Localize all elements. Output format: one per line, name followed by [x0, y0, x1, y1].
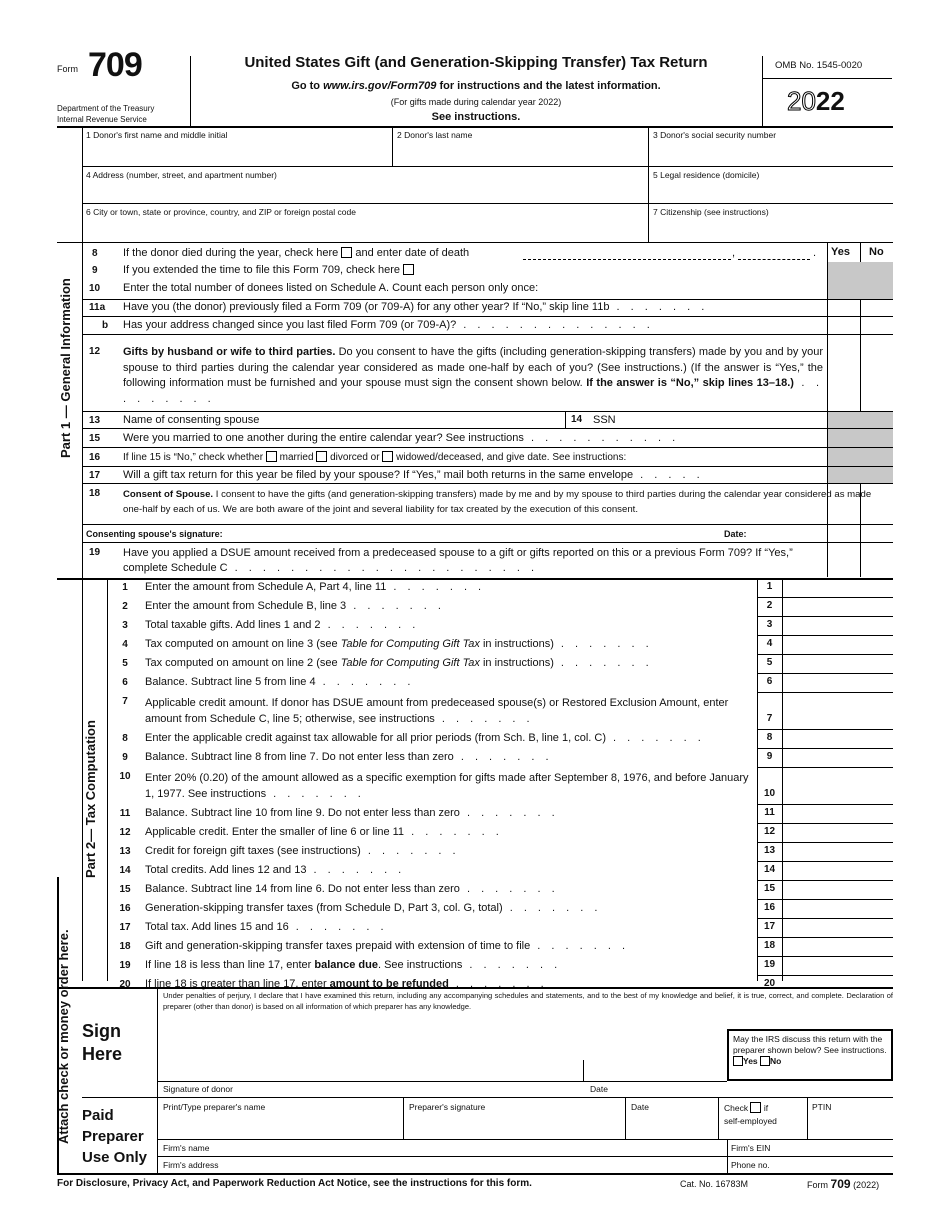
tax-line-text: Balance. Subtract line 14 from line 6. Do not enter less than zero . . . . . . .: [145, 883, 559, 895]
form-label: Form: [57, 64, 78, 74]
line11a-text: Have you (the donor) previously filed a Form 709 (or 709-A) for any other year? If “No,” skip line 11b . . . . . . .: [123, 301, 709, 313]
tax-line-text: Gift and generation-skipping transfer taxes prepaid with extension of time to file . . . . . . .: [145, 940, 630, 952]
tax-line-text: If line 18 is greater than line 17, enter amount to be refunded . . . . . . .: [145, 978, 548, 990]
widowed-checkbox[interactable]: [382, 451, 393, 462]
consent-date[interactable]: Date:: [724, 529, 747, 539]
tax-line-text: Tax computed on amount on line 2 (see Table for Computing Gift Tax in instructions) . . . . . . .: [145, 657, 653, 669]
firm-address-field[interactable]: Firm's address: [163, 1160, 219, 1170]
donor-signature-field[interactable]: Signature of donor: [163, 1084, 233, 1094]
tax-line-number: 6: [122, 677, 128, 688]
tax-line-number: 12: [119, 827, 131, 838]
goto-instructions: Go to www.irs.gov/Form709 for instructions and the latest information.: [291, 80, 661, 92]
catalog-number: Cat. No. 16783M: [680, 1179, 749, 1189]
tax-line-number: 4: [122, 639, 128, 650]
tax-line-text: Balance. Subtract line 8 from line 7. Do not enter less than zero . . . . . . .: [145, 751, 553, 763]
tax-line-number: 13: [119, 846, 131, 857]
tax-line-amount-field[interactable]: [783, 823, 893, 842]
tax-line-box-number: 6: [766, 676, 773, 687]
tax-line-text: Tax computed on amount on line 3 (see Table for Computing Gift Tax in instructions) . . . . . . .: [145, 638, 653, 650]
extended-checkbox[interactable]: [403, 264, 414, 275]
tax-line-box-number: 10: [763, 788, 776, 799]
tax-line-amount-field[interactable]: [783, 616, 893, 635]
donor-first-name-field[interactable]: 1 Donor's first name and middle initial: [86, 130, 228, 140]
ptin-field[interactable]: PTIN: [812, 1102, 832, 1112]
tax-line-amount-field[interactable]: [783, 861, 893, 880]
tax-line-text: If line 18 is less than line 17, enter balance due. See instructions . . . . . . .: [145, 959, 562, 971]
see-instructions: See instructions.: [431, 111, 521, 123]
form-title: United States Gift (and Generation-Skipping Transfer) Tax Return: [244, 54, 708, 71]
privacy-notice: For Disclosure, Privacy Act, and Paperwork Reduction Act Notice, see the instructions for this form.: [57, 1178, 532, 1189]
phone-field[interactable]: Phone no.: [731, 1160, 770, 1170]
tax-line-amount-field[interactable]: [783, 937, 893, 956]
line16-text: If line 15 is “No,” check whether married divorced or widowed/deceased, and give date. See instructions:: [123, 452, 627, 463]
irs-label: Internal Revenue Service: [57, 115, 147, 124]
consenting-spouse-signature[interactable]: Consenting spouse's signature:: [86, 529, 223, 539]
tax-line-text: Total credits. Add lines 12 and 13 . . . . . . .: [145, 864, 406, 876]
tax-line-number: 10: [119, 771, 131, 782]
tax-line-number: 2: [122, 601, 128, 612]
tax-line-box-number: 13: [763, 845, 776, 856]
tax-line-amount-field[interactable]: [783, 748, 893, 767]
tax-line-number: 3: [122, 620, 128, 631]
tax-line-box-number: 11: [764, 807, 775, 818]
tax-line-amount-field[interactable]: [783, 673, 893, 692]
died-checkbox[interactable]: [341, 247, 352, 258]
tax-line-box-number: 9: [766, 751, 773, 762]
legal-residence-field[interactable]: 5 Legal residence (domicile): [653, 170, 760, 180]
tax-line-box-number: 17: [763, 921, 776, 932]
form-709-page: Form 709 Department of the Treasury Internal Revenue Service United States Gift (and Generation-Skipping Transfer) Tax Return Go to www.irs.gov/Form709 for instructions and the latest information. (For gifts made during calendar year 2022) See instructions. OMB No. 1545-0020 2022 1 Donor's first name and middle initial 2 Donor's last name 3 Donor's social security number 4 Address (number, street, and apartment number) 5 Legal residence (domicile) 6 City or town, state or province, country, and ZIP or foreign postal code 7 Citizenship (see instructions) Part 1 — General Information Yes No 8 If the donor died during the year, check here and enter date of death , . 9 If you extended the time to file this Form 709, check here 10 Enter the total number of donees listed on Schedule A. Count each person only once: 11a Have you (the donor) previously filed a Form 709 (or 709-A) for any other year? If “No,” skip line 11b . . . . . . . b Has your address changed since you last filed Form 709 (or 709-A)? . . . . . . . . . . . . . . 12 Gifts by husband or wife to third parties. Do you consent to have the gifts (including generation-skipping transfers) made by you and by your spouse to third parties during the calendar year considered as made one-half by each of you? (See instructions.) (If the answer is “Yes,” the following information must be furnished and your spouse must sign the consent shown below. If the answer is “No,” skip lines 13–18.) . . . . . . . . . 13 Name of consenting spouse 14 SSN 15 Were you married to one another during the entire calendar year? See instructions . . . . . . . . . . . 16 If line 15 is “No,” check whether married divorced or widowed/deceased, and give date. See instructions: 17 Will a gift tax return for this year be filed by your spouse? If “Yes,” mail both returns in the same envelope . . . . . 18 Consent of Spouse. I consent to have the gifts (and generation-skipping transfers) made by me and by my spouse to third parties during the calendar year considered as made one-half by each of us. We are both aware of the joint and several liability for tax created by the execution of this consent. Consenting spouse's signature: Date: 19 Have you applied a DSUE amount received from a predeceased spouse to a gift or gifts reported on this or a previous Form 709? If “Yes,” complete Schedule C . . . . . . . . . . . . . . . . . . . . . . Part 2— Tax Computation 1 Enter the amount from Schedule A, Part 4, line 11 . . . . . . . 1 2 Enter the amount from Schedule B, line 3 . . . . . . . 2 3 Total taxable gifts. Add lines 1 and 2 . . . . . . . 3 4 Tax computed on amount on line 3 (see Table for Computing Gift Tax in instructions) . . . . . . . 4 5 Tax computed on amount on line 2 (see Table for Computing Gift Tax in instructions) . . . . . . . 5 6 Balance. Subtract line 5 from line 4 . . . . . . . 6 7 Applicable credit amount. If donor has DSUE amount from predeceased spouse(s) or Restored Exclusion Amount, enter amount from Schedule C, line 5; otherwise, see instructions . . . . . . . 7 8 Enter the applicable credit against tax allowable for all prior periods (from Sch. B, line 1, col. C) . . . . . . . 8 9 Balance. Subtract line 8 from line 7. Do not enter less than zero . . . . . . . 9 10 Enter 20% (0.20) of the amount allowed as a specific exemption for gifts made after September 8, 1976, and before January 1, 1977. See instructions . . . . . . . 10 11 Balance. Subtract line 10 from line 9. Do not enter less than zero . . . . . . . 11 12 Applicable credit. Enter the smaller of line 6 or line 11 . . . . . . . 12 13 Credit for foreign gift taxes (see instructions) . . . . . . . 13 14 Total credits. Add lines 12 and 13 . . . . . . . 14 15 Balance. Subtract line 14 from line 6. Do not enter less than zero . . . . . . . 15 16 Generation-skipping transfer taxes (from Schedule D, Part 3, col. G, total) . . . . . . . 16 17 Total tax. Add lines 15 and 16 . . . . . . . 17 18 Gift and generation-skipping transfer taxes prepaid with extension of time to file . . . . . . . 18 19 If line 18 is less than line 17, enter balance due. See instructions . . . . . . . 19 20 If line 18 is greater than line 17, enter amount to be refunded . . . . . . . 20 Attach check or money order here. Sign Here Under penalties of perjury, I declare that I have examined this return, including any accompanying schedules and statements, and to the best of my knowledge and belief, it is true, correct, and complete. Declaration of preparer (other than donor) is based on all information of which preparer has any knowledge. May the IRS discuss this return with the preparer shown below? See instructions. Yes No Signature of donor Date Paid Preparer Use Only Print/Type preparer's name Preparer's signature Date Check if self-employed PTIN Firm's name Firm's EIN Firm's address Phone no. For Disclosure, Privacy Act, and Paperwork Reduction Act Notice, see the instructions for this form. Cat. No. 16783M Form 709 (2022): [0, 0, 950, 1230]
calendar-note: (For gifts made during calendar year 2022): [390, 97, 562, 107]
line8-text: If the donor died during the year, check here and enter date of death: [123, 247, 470, 259]
tax-line-text: Balance. Subtract line 5 from line 4 . . . . . . .: [145, 676, 415, 688]
line11b-text: Has your address changed since you last filed Form 709 (or 709-A)? . . . . . . . . . . . . . .: [123, 319, 654, 331]
tax-line-text: Applicable credit amount. If donor has DSUE amount from predeceased spouse(s) or Restored Exclusion Amount, enter amount from Schedule C, line 5; otherwise, see instructions . . . . . . .: [145, 697, 729, 725]
donor-date-field[interactable]: Date: [590, 1084, 608, 1094]
tax-line-text: Balance. Subtract line 10 from line 9. Do not enter less than zero . . . . . . .: [145, 807, 559, 819]
donor-ssn-field[interactable]: 3 Donor's social security number: [653, 130, 777, 140]
married-checkbox[interactable]: [266, 451, 277, 462]
perjury-statement: Under penalties of perjury, I declare that I have examined this return, including any accompanying schedules and statements, and to the best of my knowledge and belief, it is true, correct, and complete. Declaration of preparer (other than donor) is based on all information of which preparer has any knowledge.: [163, 991, 893, 1011]
attach-check-label: Attach check or money order here.: [56, 929, 71, 1144]
tax-line-box-number: 14: [763, 864, 776, 875]
tax-line-text: Generation-skipping transfer taxes (from Schedule D, Part 3, col. G, total) . . . . . . .: [145, 902, 602, 914]
tax-line-amount-field[interactable]: [783, 842, 893, 861]
tax-line-number: 19: [119, 960, 131, 971]
line17-text: Will a gift tax return for this year be filed by your spouse? If “Yes,” mail both returns in the same envelope . . . . .: [123, 469, 704, 481]
preparer-name-field[interactable]: Print/Type preparer's name: [163, 1102, 266, 1112]
tax-line-number: 16: [119, 903, 131, 914]
tax-line-text: Enter the amount from Schedule A, Part 4, line 11 . . . . . . .: [145, 581, 486, 593]
tax-line-box-number: 1: [766, 581, 773, 592]
tax-line-amount-field[interactable]: [783, 918, 893, 937]
no-column-header: No: [869, 246, 884, 258]
firm-name-field[interactable]: Firm's name: [163, 1143, 210, 1153]
line12-text: Gifts by husband or wife to third parties. Do you consent to have the gifts (including generation-skipping transfers) made by you and by your spouse to third parties during the calendar year considered as made one-half by each of you? (See instructions.) (If the answer is “Yes,” the following information must be furnished and your spouse must sign the consent shown below. If the answer is “No,” skip lines 13–18.) . . . . . . . . .: [123, 346, 823, 405]
paid-preparer-label: Paid Preparer Use Only: [82, 1107, 148, 1166]
tax-line-number: 7: [122, 696, 128, 707]
tax-line-text: Total taxable gifts. Add lines 1 and 2 . . . . . . .: [145, 619, 420, 631]
part1-side-label: Part 1 — General Information: [58, 278, 73, 458]
tax-line-amount-field[interactable]: [783, 654, 893, 673]
omb-number: OMB No. 1545-0020: [775, 60, 863, 71]
form-number: 709: [88, 46, 142, 84]
tax-line-text: Total tax. Add lines 15 and 16 . . . . . . .: [145, 921, 388, 933]
divorced-checkbox[interactable]: [316, 451, 327, 462]
self-employed-check: Check if self-employed: [724, 1103, 777, 1126]
tax-line-number: 11: [119, 808, 131, 819]
tax-line-amount-field[interactable]: [783, 767, 893, 804]
line15-text: Were you married to one another during the entire calendar year? See instructions . . . . . . . . . . .: [123, 432, 680, 444]
line13-text: Name of consenting spouse: [123, 414, 260, 426]
tax-line-amount-field[interactable]: [783, 578, 893, 597]
tax-line-text: Enter the applicable credit against tax allowable for all prior periods (from Sch. B, line 1, col. C) . . . . . . .: [145, 732, 705, 744]
address-field[interactable]: 4 Address (number, street, and apartment number): [86, 170, 277, 180]
tax-line-box-number: 3: [766, 619, 773, 630]
line14-ssn: SSN: [593, 414, 616, 426]
tax-line-number: 14: [119, 865, 131, 876]
discuss-no-checkbox[interactable]: [760, 1056, 770, 1066]
tax-line-amount-field[interactable]: [783, 880, 893, 899]
irs-discuss-box: May the IRS discuss this return with the preparer shown below? See instructions. Yes No: [727, 1029, 893, 1081]
line18-consent: Consent of Spouse. I consent to have the gifts (and generation-skipping transfers) made by me and by my spouse to third parties during the calendar year considered as made one-half by each of us. We are both aware of the joint and several liability for tax created by the execution of this consent.: [123, 489, 872, 515]
yes-column-header: Yes: [831, 246, 850, 258]
sign-here-label: Sign Here: [82, 1021, 123, 1064]
tax-line-number: 17: [119, 922, 131, 933]
tax-line-amount-field[interactable]: [783, 597, 893, 616]
tax-line-box-number: 18: [763, 940, 776, 951]
tax-line-amount-field[interactable]: [783, 804, 893, 823]
part2-side-label: Part 2— Tax Computation: [83, 720, 98, 878]
tax-line-number: 18: [119, 941, 131, 952]
tax-line-amount-field[interactable]: [783, 729, 893, 748]
firm-ein-field[interactable]: Firm's EIN: [731, 1143, 771, 1153]
tax-line-amount-field[interactable]: [783, 692, 893, 729]
tax-line-number: 8: [122, 733, 128, 744]
tax-line-amount-field[interactable]: [783, 899, 893, 918]
citizenship-field[interactable]: 7 Citizenship (see instructions): [653, 207, 769, 217]
tax-line-text: Enter 20% (0.20) of the amount allowed as a specific exemption for gifts made after September 8, 1976, and before January 1, 1977. See instructions . . . . . . .: [145, 772, 749, 800]
tax-line-box-number: 5: [766, 657, 773, 668]
tax-line-box-number: 2: [766, 600, 773, 611]
self-employed-checkbox[interactable]: [750, 1102, 761, 1113]
tax-line-number: 15: [119, 884, 131, 895]
tax-line-box-number: 16: [763, 902, 776, 913]
line9-text: If you extended the time to file this Form 709, check here: [123, 264, 414, 276]
tax-line-number: 9: [122, 752, 128, 763]
tax-line-number: 1: [122, 582, 128, 593]
line10-text: Enter the total number of donees listed on Schedule A. Count each person only once:: [123, 282, 539, 294]
tax-line-text: Applicable credit. Enter the smaller of line 6 or line 11 . . . . . . .: [145, 826, 503, 838]
tax-line-box-number: 4: [766, 638, 773, 649]
tax-line-box-number: 20: [763, 978, 776, 989]
tax-line-amount-field[interactable]: [783, 635, 893, 654]
department-label: Department of the Treasury: [57, 104, 155, 113]
line19-text: Have you applied a DSUE amount received from a predeceased spouse to a gift or gifts reported on this or a previous Form 709? If “Yes,” complete Schedule C . . . . . . . . . . . . . . . . . . . . . .: [123, 547, 793, 574]
footer-form-label: Form 709 (2022): [807, 1177, 880, 1191]
tax-year: 2022: [787, 86, 845, 116]
tax-line-number: 5: [122, 658, 128, 669]
tax-line-box-number: 8: [766, 732, 773, 743]
preparer-date-field[interactable]: Date: [631, 1102, 649, 1112]
city-state-zip-field[interactable]: 6 City or town, state or province, country, and ZIP or foreign postal code: [86, 207, 356, 217]
donor-last-name-field[interactable]: 2 Donor's last name: [397, 130, 473, 140]
tax-line-text: Credit for foreign gift taxes (see instructions) . . . . . . .: [145, 845, 460, 857]
tax-line-box-number: 15: [763, 883, 776, 894]
preparer-signature-field[interactable]: Preparer's signature: [409, 1102, 486, 1112]
tax-line-number: 20: [119, 979, 131, 990]
tax-line-box-number: 19: [763, 959, 776, 970]
tax-line-text: Enter the amount from Schedule B, line 3 . . . . . . .: [145, 600, 445, 612]
tax-line-box-number: 12: [763, 826, 776, 837]
tax-line-box-number: 7: [766, 713, 773, 724]
tax-line-amount-field[interactable]: [783, 956, 893, 975]
discuss-yes-checkbox[interactable]: [733, 1056, 743, 1066]
